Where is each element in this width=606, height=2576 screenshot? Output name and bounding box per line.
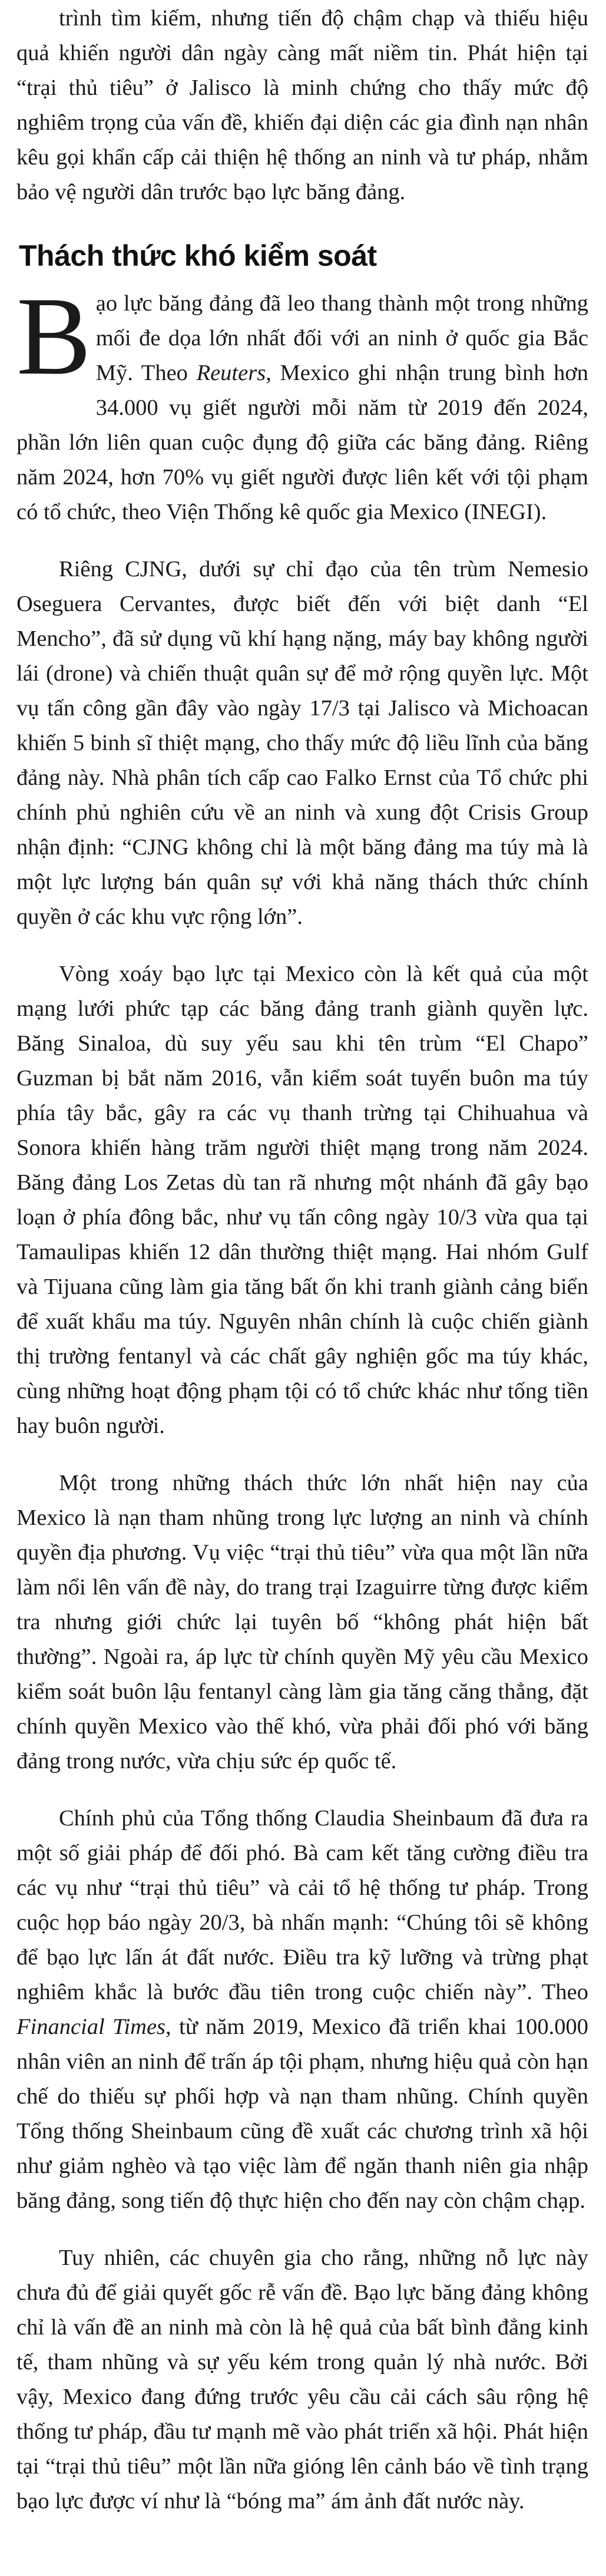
lead-paragraph	[16, 275, 588, 530]
intro-paragraph: trình tìm kiếm, nhưng tiến độ chậm chạp và thiếu hiệu quả khiến người dân ngày càng mất niềm tin. Phát hiện tại “trại thủ tiêu” ở Jalisco là minh chứng cho thấy mức độ nghiêm trọng của vấn đề, khiến đại diện các gia đình nạn nhân kêu gọi khẩn cấp cải thiện hệ thống an ninh và tư pháp, nhằm bảo vệ người dân trước bạo lực băng đảng.	[16, 6, 588, 204]
drop-cap: B	[16, 275, 91, 398]
section-heading: Thách thức khó kiểm soát	[19, 239, 377, 272]
source-reuters: Reuters	[196, 361, 266, 385]
paragraph-corruption: Một trong những thách thức lớn nhất hiện nay của Mexico là nạn tham nhũng trong lực lượng an ninh và chính quyền địa phương. Vụ việc “trại thủ tiêu” vừa qua một lần nữa làm nổi lên vấn đề này, do trang trại Izaguirre từng được kiểm tra nhưng giới chức lại tuyên bố “không phát hiện bất thường”. Ngoài ra, áp lực từ chính quyền Mỹ yêu cầu Mexico kiểm soát buôn lậu fentanyl càng làm gia tăng căng thẳng, đặt chính quyền Mexico vào thế khó, vừa phải đối phó với băng đảng trong nước, vừa chịu sức ép quốc tế.	[16, 1471, 588, 1774]
source-financial-times: Financial Times	[16, 2014, 166, 2039]
paragraph-cjng: Riêng CJNG, dưới sự chỉ đạo của tên trùm Nemesio Oseguera Cervantes, được biết đến với biệt danh “El Mencho”, đã sử dụng vũ khí hạng nặng, máy bay không người lái (drone) và chiến thuật quân sự để mở rộng quyền lực. Một vụ tấn công gần đây vào ngày 17/3 tại Jalisco và Michoacan khiến 5 binh sĩ thiệt mạng, cho thấy mức độ liều lĩnh của băng đảng này. Nhà phân tích cấp cao Falko Ernst của Tổ chức phi chính phủ nghiên cứu về an ninh và xung đột Crisis Group nhận định: “CJNG không chỉ là một băng đảng ma túy mà là một lực lượng bán quân sự với khả năng thách thức chính quyền ở các khu vực rộng lớn”.	[16, 557, 588, 929]
paragraph-conclusion: Tuy nhiên, các chuyên gia cho rằng, những nỗ lực này chưa đủ để giải quyết gốc rễ vấn đề. Bạo lực băng đảng không chỉ là vấn đề an ninh mà còn là hệ quả của bất bình đẳng kinh tế, tham nhũng và sự yếu kém trong quản lý nhà nước. Bởi vậy, Mexico đang đứng trước yêu cầu cải cách sâu rộng hệ thống tư pháp, đầu tư mạnh mẽ vào phát triển xã hội. Phát hiện tại “trại thủ tiêu” một lần nữa gióng lên cảnh báo về tình trạng bạo lực được ví như là “bóng ma” ám ảnh đất nước này.	[16, 2245, 588, 2514]
government-text-part1: Chính phủ của Tổng thống Claudia Sheinbaum đã đưa ra một số giải pháp để đối phó. Bà cam kết tăng cường điều tra các vụ như “trại thủ tiêu” và cải tổ hệ thống tư pháp. Trong cuộc họp báo ngày 20/3, bà nhấn mạnh: “Chúng tôi sẽ không để bạo lực lấn át đất nước. Điều tra kỹ lưỡng và trừng phạt nghiêm khắc là bước đầu tiên trong cuộc chiến này”. Theo	[16, 1806, 588, 2004]
lead-text-part1: ạo lực băng đảng đã leo thang thành một trong những mối đe dọa lớn nhất đối với an ninh ở quốc gia Bắc Mỹ. Theo	[95, 291, 588, 385]
paragraph-cartel-network: Vòng xoáy bạo lực tại Mexico còn là kết quả của một mạng lưới phức tạp các băng đảng tranh giành quyền lực. Băng Sinaloa, dù suy yếu sau khi tên trùm “El Chapo” Guzman bị bắt năm 2016, vẫn kiểm soát tuyến buôn ma túy phía tây bắc, gây ra các vụ thanh trừng tại Chihuahua và Sonora khiến hàng trăm người thiệt mạng trong năm 2024. Băng đảng Los Zetas dù tan rã nhưng một nhánh đã gây bạo loạn ở phía đông bắc, như vụ tấn công ngày 10/3 vừa qua tại Tamaulipas khiến 12 dân thường thiệt mạng. Hai nhóm Gulf và Tijuana cũng làm gia tăng bất ổn khi tranh giành cảng biển để xuất khẩu ma túy. Nguyên nhân chính là cuộc chiến giành thị trường fentanyl và các chất gây nghiện gốc ma túy khác, cùng những hoạt động phạm tội có tổ chức khác như tống tiền hay buôn người.	[16, 962, 588, 1438]
government-text-part2: , từ năm 2019, Mexico đã triển khai 100.000 nhân viên an ninh để trấn áp tội phạm, nhưng hiệu quả còn hạn chế do thiếu sự phối hợp và nạn tham nhũng. Chính quyền Tổng thống Sheinbaum cũng đề xuất các chương trình xã hội như giảm nghèo và tạo việc làm để ngăn thanh niên gia nhập băng đảng, song tiến độ thực hiện cho đến nay còn chậm chạp.	[16, 2014, 588, 2213]
paragraph-government-response	[16, 1801, 588, 2218]
lead-text-part2: , Mexico ghi nhận trung bình hơn 34.000 vụ giết người mỗi năm từ 2019 đến 2024, phần lớn liên quan cuộc đụng độ giữa các băng đảng. Riêng năm 2024, hơn 70% vụ giết người được liên kết với tội phạm có tổ chức, theo Viện Thống kê quốc gia Mexico (INEGI).	[16, 361, 588, 524]
